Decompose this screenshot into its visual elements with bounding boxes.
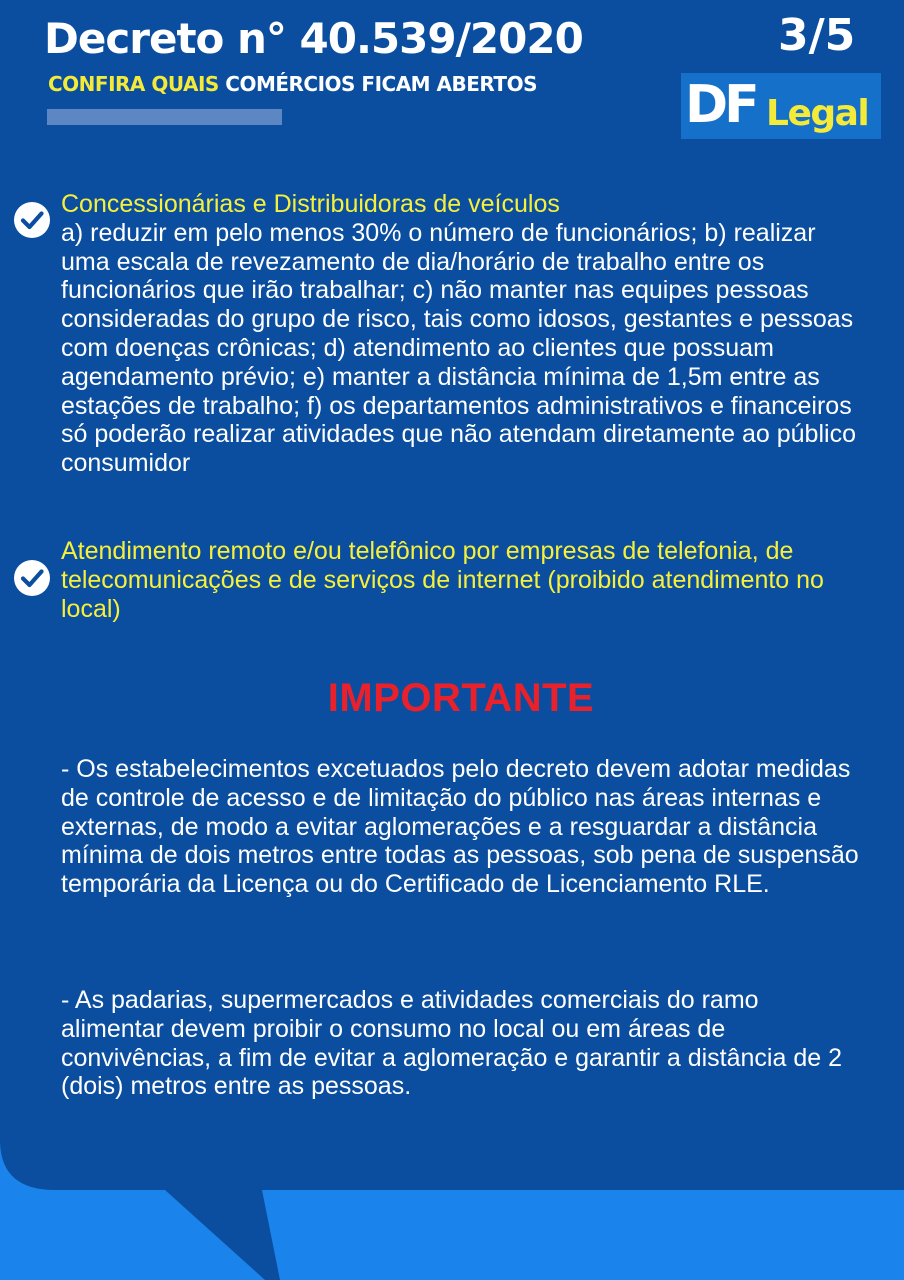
logo-df-text: DF <box>685 75 756 135</box>
item-heading: Concessionárias e Distribuidoras de veículos <box>61 190 560 218</box>
page-title: Decreto n° 40.539/2020 <box>44 14 583 63</box>
check-circle-icon <box>13 559 51 597</box>
page-subtitle <box>48 72 537 96</box>
subtitle-highlight: CONFIRA QUAIS <box>48 72 219 96</box>
subtitle-rest: COMÉRCIOS FICAM ABERTOS <box>218 72 537 96</box>
page-indicator: 3/5 <box>778 10 856 61</box>
bottom-decoration <box>0 1110 904 1280</box>
logo-legal-text: Legal <box>766 93 869 134</box>
important-heading: IMPORTANTE <box>327 676 595 720</box>
title-underline-bar <box>47 109 282 125</box>
item-heading: Atendimento remoto e/ou telefônico por empresas de telefonia, de telecomunicações e de serviços de internet (proibido atendimento no local) <box>61 537 824 623</box>
important-note: - As padarias, supermercados e atividades comerciais do ramo alimentar devem proibir o consumo no local ou em áreas de convivências, a fim de evitar a aglomeração e garantir a distância de 2 (dois) metros entre as pessoas. <box>61 986 842 1101</box>
check-circle-icon <box>13 201 51 239</box>
list-item <box>61 190 861 478</box>
important-note: - Os estabelecimentos excetuados pelo decreto devem adotar medidas de controle de acesso e de limitação do público nas áreas internas e externas, de modo a evitar aglomerações e a resguardar a distância mínima de dois metros entre todas as pessoas, sob pena de suspensão temporária da Licença ou do Certificado de Licenciamento RLE. <box>61 755 859 899</box>
list-item <box>61 537 861 623</box>
df-legal-logo <box>681 73 881 139</box>
item-body: a) reduzir em pelo menos 30% o número de funcionários; b) realizar uma escala de revezamento de dia/horário de trabalho entre os funcionários que irão trabalhar; c) não manter nas equipes pessoas consideradas do grupo de risco, tais como idosos, gestantes e pessoas com doenças crônicas; d) atendimento ao clientes que possuam agendamento prévio; e) manter a distância mínima de 1,5m entre as estações de trabalho; f) os departamentos administrativos e financeiros só poderão realizar atividades que não atendam diretamente ao público consumidor <box>61 218 856 478</box>
